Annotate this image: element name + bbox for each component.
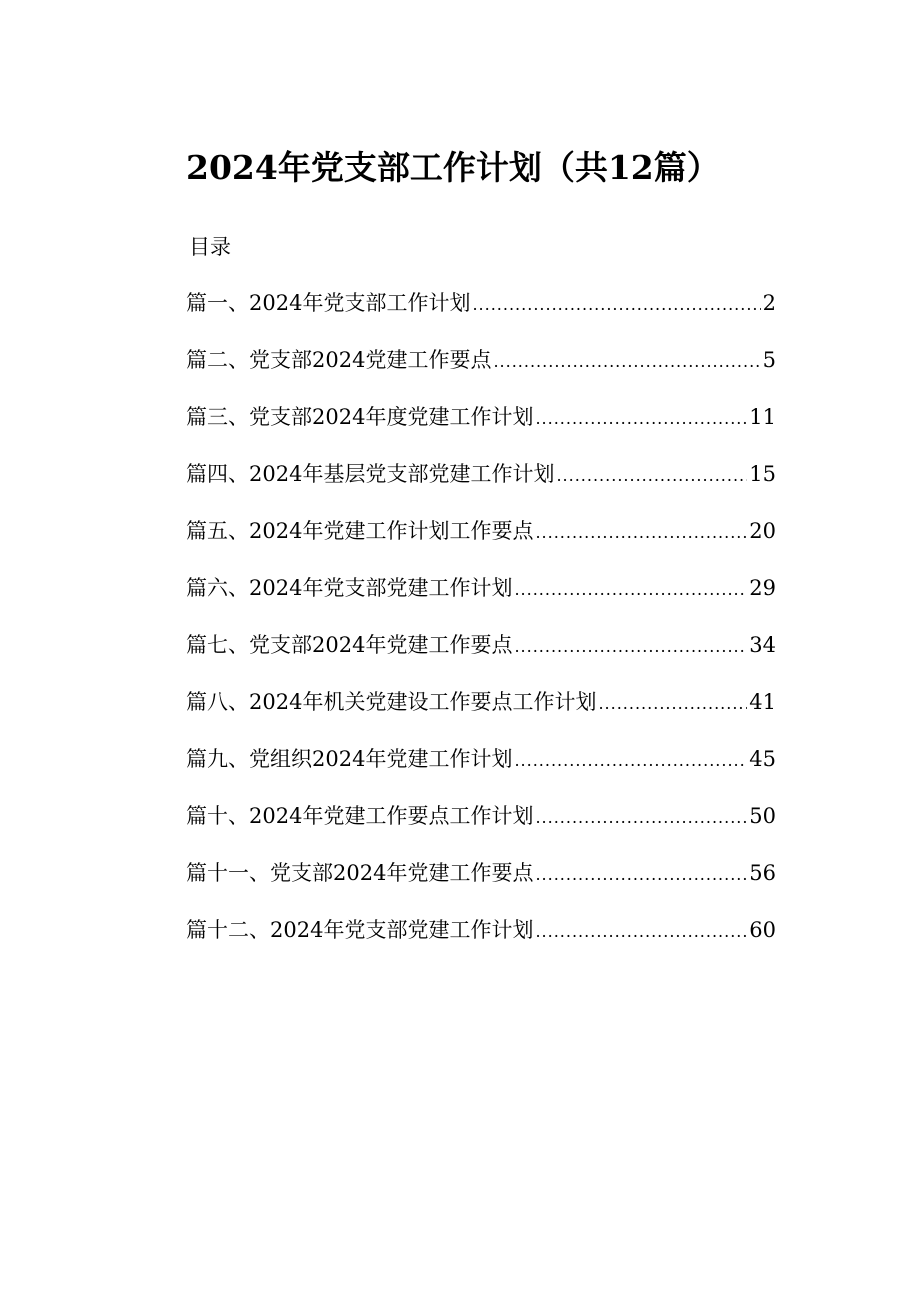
toc-entry[interactable]	[186, 511, 776, 568]
toc-entry-label: 篇六、2024年党支部党建工作计划	[186, 576, 513, 600]
toc-entry-page: 34	[749, 633, 776, 657]
toc-entry-page: 2	[762, 291, 776, 315]
toc-entry-label: 篇五、2024年党建工作计划工作要点	[186, 519, 534, 543]
toc-entry[interactable]	[186, 853, 776, 910]
toc-dot-leader	[535, 798, 747, 838]
toc-entry-page: 56	[749, 861, 776, 885]
toc-dot-leader	[598, 684, 747, 724]
toc-entry-label: 篇九、党组织2024年党建工作计划	[186, 747, 513, 771]
toc-entry-page: 50	[749, 804, 776, 828]
toc-entry-label: 篇七、党支部2024年党建工作要点	[186, 633, 513, 657]
toc-entry-label: 篇八、2024年机关党建设工作要点工作计划	[186, 690, 597, 714]
toc-entry[interactable]	[186, 682, 776, 739]
toc-entry[interactable]	[186, 625, 776, 682]
toc-dot-leader	[472, 285, 760, 325]
toc-dot-leader	[493, 342, 760, 382]
toc-entry-label: 篇十一、党支部2024年党建工作要点	[186, 861, 534, 885]
document-title: 2024年党支部工作计划（共12篇）	[186, 148, 720, 187]
toc-dot-leader	[535, 855, 747, 895]
toc-entry[interactable]	[186, 340, 776, 397]
toc-entry[interactable]	[186, 454, 776, 511]
table-of-contents	[186, 283, 776, 967]
toc-entry-label: 篇三、党支部2024年度党建工作计划	[186, 405, 534, 429]
toc-dot-leader	[556, 456, 747, 496]
toc-entry-page: 5	[762, 348, 776, 372]
toc-heading: 目录	[189, 235, 231, 259]
toc-entry-page: 60	[749, 918, 776, 942]
toc-entry[interactable]	[186, 910, 776, 967]
toc-dot-leader	[514, 627, 747, 667]
toc-dot-leader	[514, 741, 747, 781]
toc-entry-page: 20	[749, 519, 776, 543]
toc-entry-page: 11	[749, 405, 776, 429]
toc-dot-leader	[535, 513, 747, 553]
toc-entry[interactable]	[186, 739, 776, 796]
toc-entry-label: 篇十、2024年党建工作要点工作计划	[186, 804, 534, 828]
toc-entry-label: 篇一、2024年党支部工作计划	[186, 291, 471, 315]
toc-entry-page: 29	[749, 576, 776, 600]
toc-entry-label: 篇十二、2024年党支部党建工作计划	[186, 918, 534, 942]
toc-dot-leader	[535, 399, 747, 439]
toc-entry-label: 篇二、党支部2024党建工作要点	[186, 348, 492, 372]
toc-entry[interactable]	[186, 397, 776, 454]
toc-entry[interactable]	[186, 796, 776, 853]
toc-entry-page: 45	[749, 747, 776, 771]
toc-entry-page: 15	[749, 462, 776, 486]
toc-dot-leader	[514, 570, 747, 610]
toc-dot-leader	[535, 912, 747, 952]
toc-entry-label: 篇四、2024年基层党支部党建工作计划	[186, 462, 555, 486]
toc-entry[interactable]	[186, 568, 776, 625]
toc-entry-page: 41	[749, 690, 776, 714]
toc-entry[interactable]	[186, 283, 776, 340]
